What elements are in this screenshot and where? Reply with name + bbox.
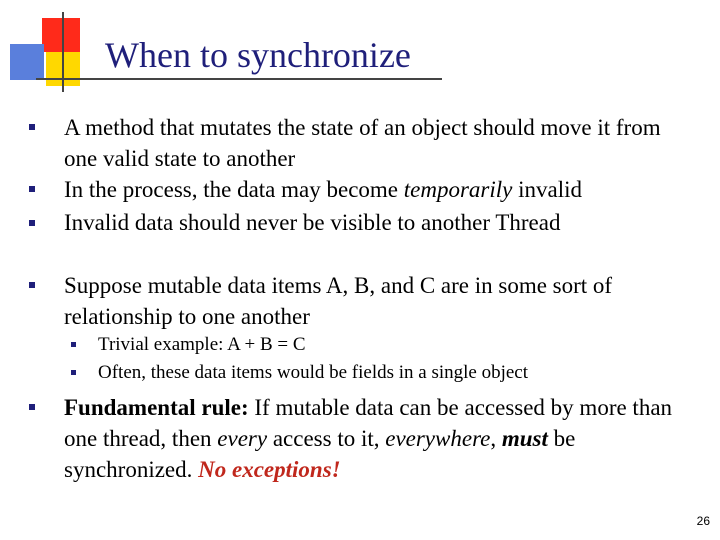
rule-text-4: be synchronized. [64,426,576,482]
logo-horizontal-line [36,78,108,80]
fundamental-rule [64,392,704,485]
rule-text-1: If mutable data can be accessed by more than one thread, then [64,395,673,451]
rule-everywhere: everywhere [385,426,491,451]
sub-bullet-1: Trivial example: A + B = C [98,334,306,355]
bullet-2 [64,174,694,205]
rule-no-exceptions: No exceptions! [198,457,341,482]
sub-bullet-icon [71,342,76,347]
sub-bullet-2: Often, these data items would be fields in a single object [98,362,529,383]
bullet-icon [29,124,35,130]
bullet-icon [29,186,35,192]
bullet-2-pre: In the process, the data may become [64,177,404,202]
logo-blue-square [10,44,44,80]
logo-vertical-line [62,12,64,92]
bullet-1: A method that mutates the state of an object should move it from one valid state to another [64,115,661,171]
bullet-2-post: invalid [512,177,583,202]
title-underline [100,78,442,80]
rule-must: must [501,426,548,451]
bullet-icon [29,404,35,410]
bullet-4: Suppose mutable data items A, B, and C are in some sort of relationship to one another [64,273,613,329]
page-number: 26 [696,514,710,528]
rule-label: Fundamental rule: [64,395,249,420]
bullet-2-emphasis: temporarily [403,177,513,202]
bullet-icon [29,220,35,226]
sub-bullet-icon [71,370,76,375]
bullet-icon [29,282,35,288]
rule-text-2: access to it, [267,426,386,451]
rule-every: every [217,426,268,451]
slide-title: When to synchronize [105,35,411,75]
rule-text-3: , [490,426,502,451]
bullet-3: Invalid data should never be visible to another Thread [64,210,561,235]
logo-red-square [42,18,80,52]
decorative-logo [0,0,110,100]
